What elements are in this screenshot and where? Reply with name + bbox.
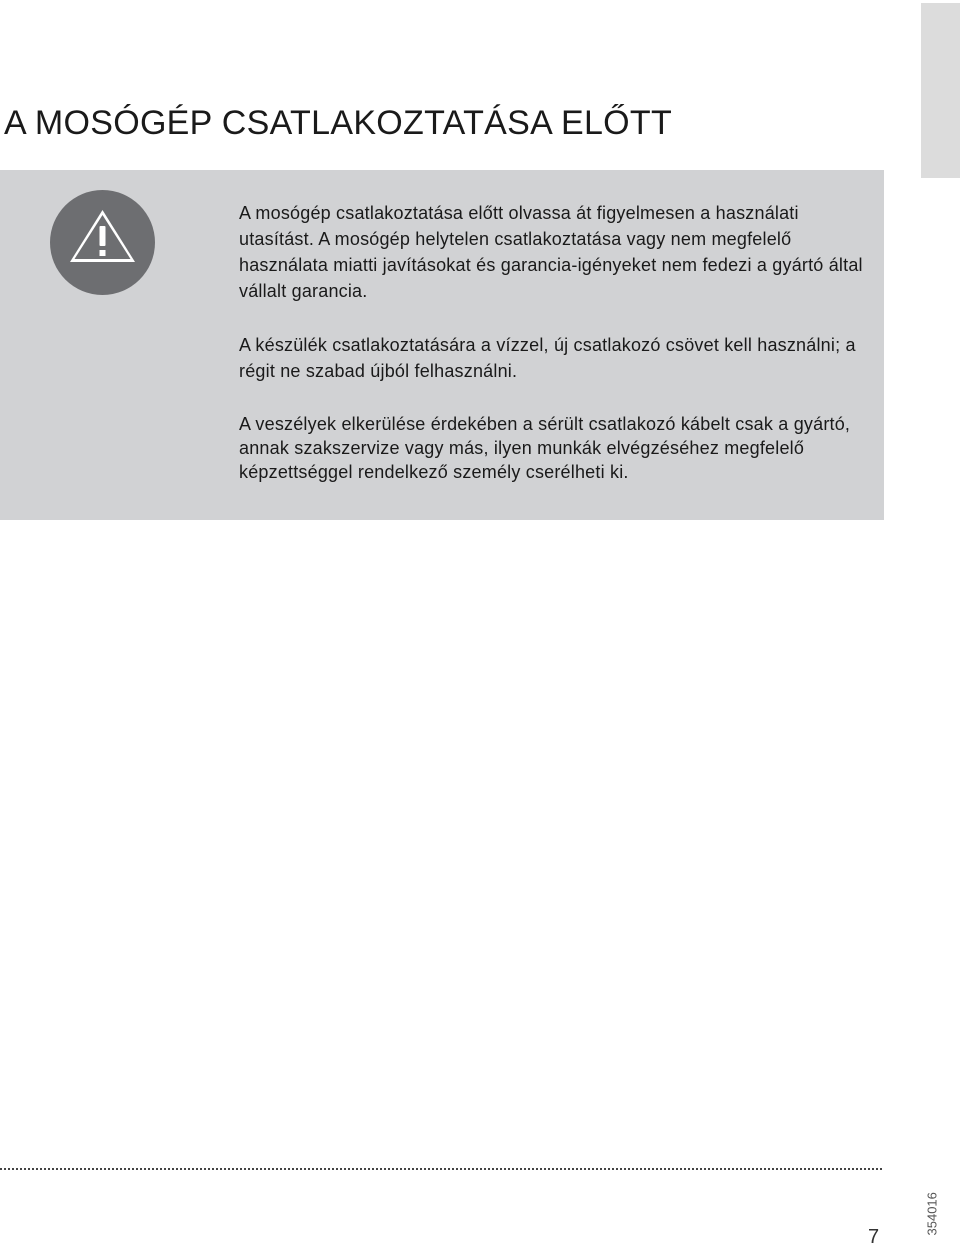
page-title: A MOSÓGÉP CSATLAKOZTATÁSA ELŐTT (4, 104, 673, 142)
warning-text (239, 200, 869, 484)
page-number: 7 (868, 1226, 880, 1248)
warning-paragraph-3: A veszélyek elkerülése érdekében a sérült csatlakozó kábelt csak a gyártó, annak szakszervize vagy más, ilyen munkák elvégzéséhez megfelelő képzettséggel rendelkező személy cserélheti ki. (239, 414, 851, 482)
warning-box (0, 170, 884, 520)
footer-divider (0, 1168, 882, 1170)
warning-paragraph-1: A mosógép csatlakoztatása előtt olvassa át figyelmesen a használati utasítást. A mosógép helytelen csatlakoztatása vagy nem megfelelő használata miatti javításokat és garancia-igényeket nem fedezi a gyártó által vállalt garancia. (239, 203, 863, 301)
warning-triangle-icon (50, 190, 155, 295)
document-code: 354016 (924, 1192, 940, 1236)
side-tab-marker (921, 3, 960, 178)
warning-paragraph-2: A készülék csatlakoztatására a vízzel, új csatlakozó csövet kell használni; a régit ne szabad újból felhasználni. (239, 335, 856, 381)
